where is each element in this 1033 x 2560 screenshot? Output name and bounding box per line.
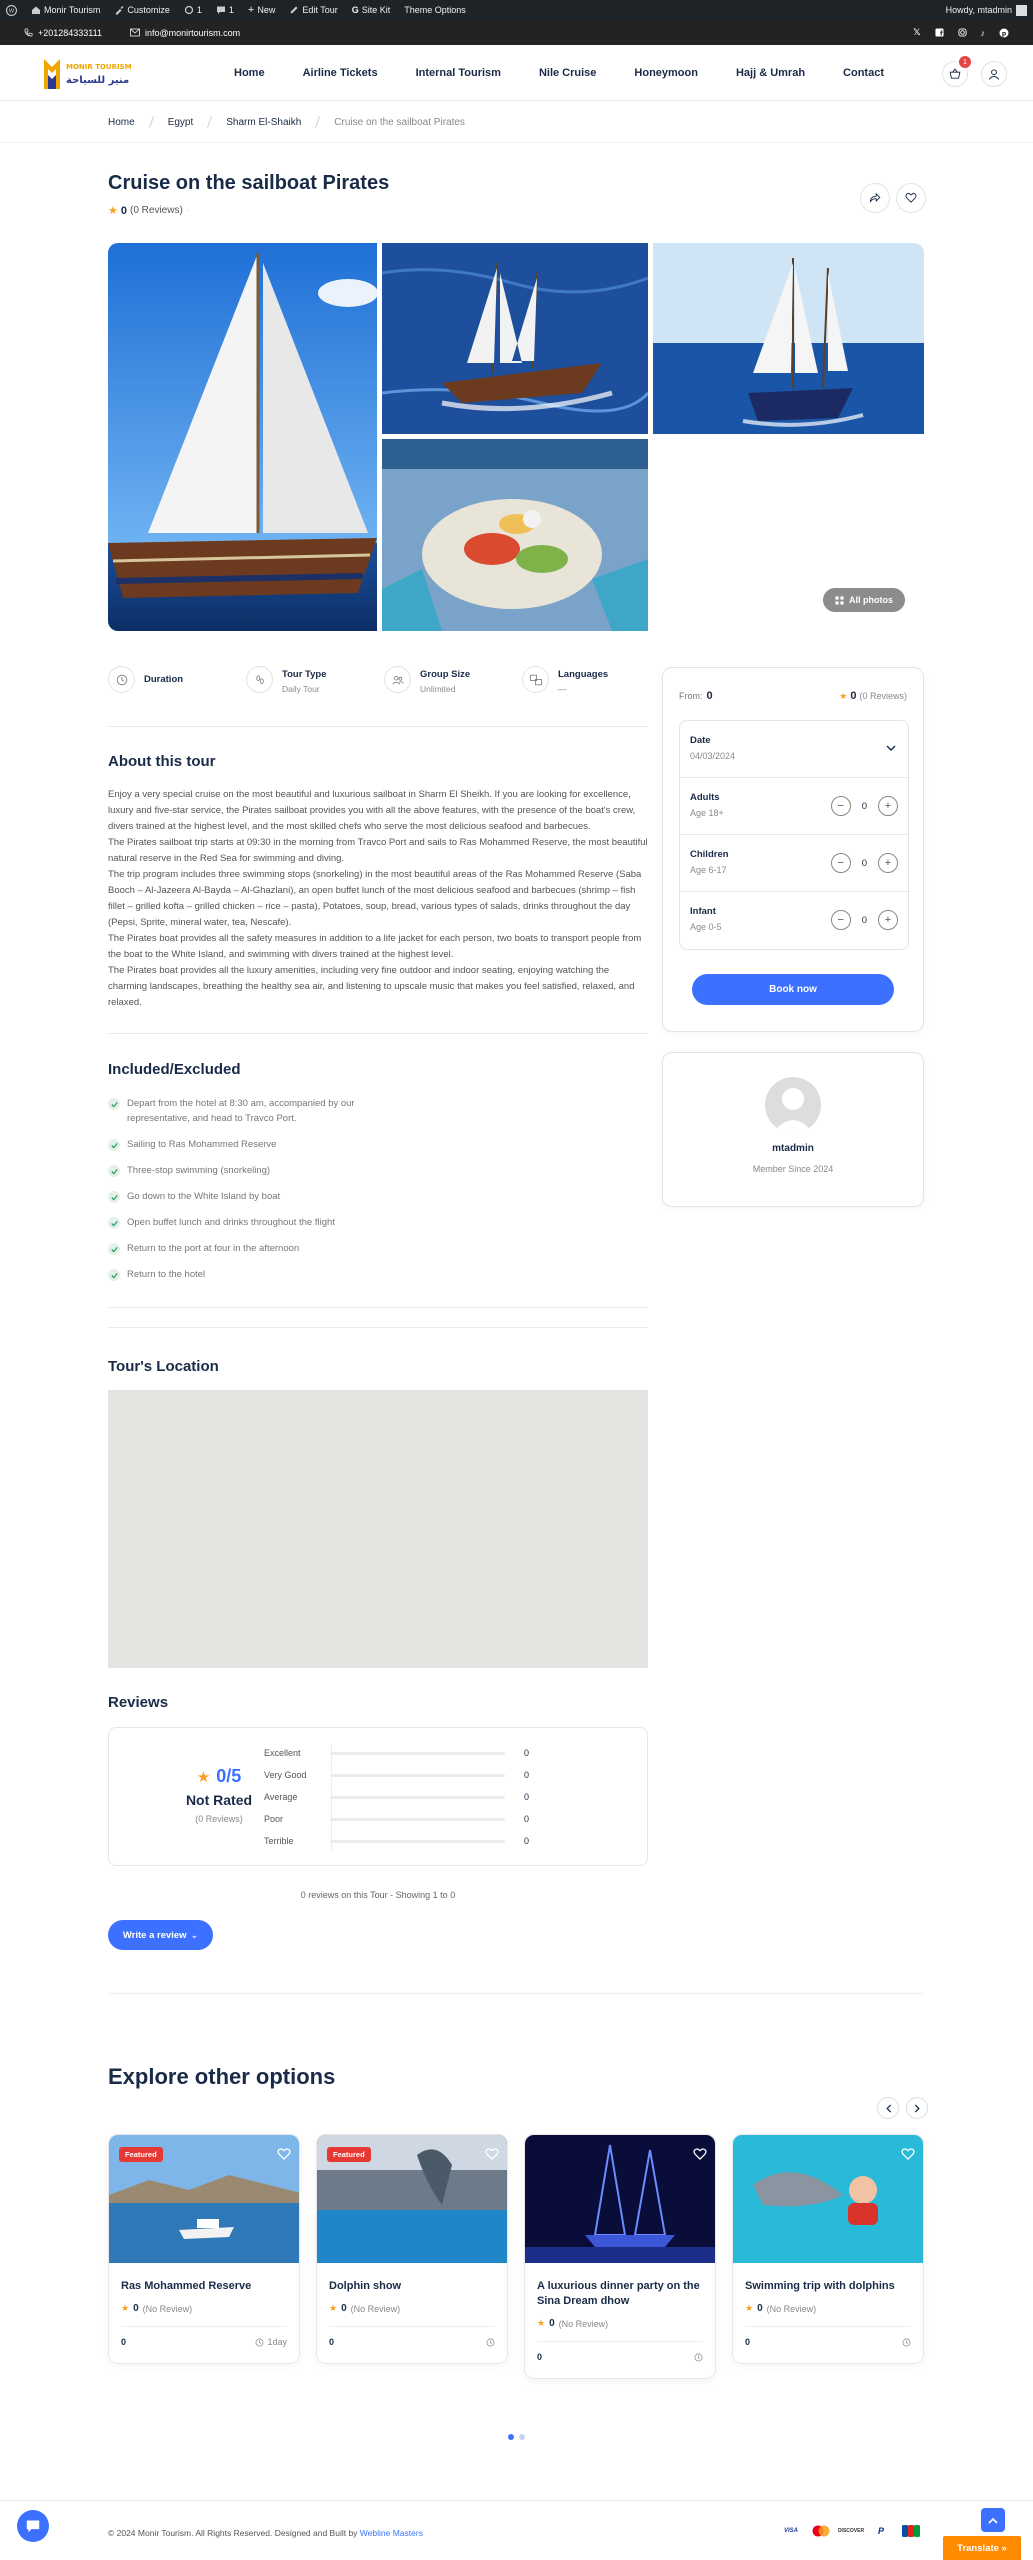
plus-icon: + [247,4,255,16]
about-paragraph: The Pirates sailboat trip starts at 09:30 in the morning from Travco Port and sails to Ras Mohammed Reserve, the most beautiful natural reserve in the Red Sea for swimming and diving. [108,837,648,864]
review-breakdown-row [264,1812,529,1826]
tour-card-image[interactable] [109,2135,300,2263]
check-icon [108,1098,120,1110]
fact-duration [108,666,183,693]
tour-card-duration-value: 1day [267,2337,287,2347]
tour-card-rating-value: 0 [133,2303,139,2314]
review-breakdown-bar [330,1818,505,1821]
footprints-icon [246,666,273,693]
logo-text-ar: منير للسياحة [66,75,130,86]
divider [108,1307,648,1308]
share-button[interactable] [860,183,890,213]
review-breakdown-label: Excellent [264,1748,301,1758]
tour-card-price: 0 [537,2352,543,2362]
plus-button[interactable]: + [878,796,898,816]
comments-count: 1 [228,5,234,15]
star-icon: ★ [121,2303,130,2313]
chevron-right-icon [914,2104,921,2113]
included-item-text: Return to the port at four in the afternoon [127,1243,300,1254]
plus-button[interactable]: + [878,853,898,873]
from-label: From: [679,691,703,701]
review-breakdown-row [264,1768,529,1782]
carousel-next-button[interactable] [906,2097,928,2119]
photo-gallery [108,243,924,631]
write-review-label: Write a review [122,1929,187,1941]
breadcrumb-bar [0,101,1033,143]
star-icon: ★ [108,205,118,217]
fact-title: Tour Type [282,669,327,680]
star-icon: ★ [196,1768,211,1786]
carousel-dot-active[interactable] [508,2434,514,2440]
guest-age: Age 6-17 [690,865,727,875]
chevron-down-icon: ⌄ [190,1929,199,1940]
carousel-dot[interactable] [519,2434,525,2440]
paypal-icon: P [877,2526,884,2536]
pinterest-icon[interactable] [999,28,1009,38]
tour-card-duration [255,2337,287,2347]
divider [108,726,648,727]
minus-button[interactable]: − [831,910,851,930]
infant-field [680,892,908,949]
date-value: 04/03/2024 [690,751,736,761]
discover-icon: DISCOVER [837,2528,865,2534]
about-paragraph: The trip program includes three swimming stops (snorkeling) in the most beautiful areas of the Ras Mohammed Reserve (Saba Booch – Al-Jazeera Al-Bayda – Al-Ghazlani), an open buffet lunch of the most delicious seafood and barbecues (shrimp – fish fillet – grilled kofta – grilled chicken – rice – pasta), Potatoes, soup, bread, various types of salads, drinks throughout the day (Pepsi, Sprite, mineral water, tea, Nescafe). [108,869,642,928]
builder-link[interactable]: Webline Masters [359,2528,423,2538]
chevron-left-icon [885,2104,892,2113]
heart-icon[interactable] [693,2147,707,2160]
heart-icon [905,192,917,204]
tour-card-duration [694,2353,703,2362]
facebook-icon[interactable] [935,28,944,37]
booking-reviews-count: (0 Reviews) [859,691,907,701]
tour-card-reviews: (No Review) [142,2303,193,2314]
nav-internal-tourism[interactable]: Internal Tourism [415,67,501,79]
instagram-icon[interactable] [958,28,967,37]
wishlist-button[interactable] [896,183,926,213]
pencil-icon [289,5,299,15]
svg-text:W: W [8,8,15,15]
visa-icon: VISA [783,2528,798,2534]
nav-airline-tickets[interactable]: Airline Tickets [302,67,378,79]
email-contact[interactable] [130,28,240,38]
user-silhouette-icon [765,1077,821,1133]
twitter-icon[interactable]: 𝕏 [913,27,921,37]
tour-card-price: 0 [745,2337,751,2347]
jcb-icon [898,2523,924,2539]
clock-icon [902,2338,911,2347]
guest-age: Age 18+ [690,808,724,818]
guest-count: 0 [861,857,867,869]
nav-nile-cruise[interactable]: Nile Cruise [538,67,597,79]
home-icon [31,5,41,15]
cart-count-badge: 1 [959,56,971,68]
edit-tour-label: Edit Tour [302,5,338,15]
tour-card-rating [109,2303,299,2314]
site-name-label: Monir Tourism [44,5,101,15]
guest-label: Adults [690,792,720,803]
main-nav [215,45,903,101]
all-photos-label: All photos [849,595,893,605]
tour-card-image[interactable] [733,2135,924,2263]
tour-card-image[interactable] [317,2135,508,2263]
included-item [108,1267,648,1282]
theme-options-label: Theme Options [404,5,466,15]
guest-count: 0 [861,914,867,926]
fact-value: Unlimited [420,684,456,694]
review-breakdown-count: 0 [523,1836,529,1846]
tour-card[interactable] [732,2134,924,2364]
review-status: Not Rated [185,1792,253,1808]
tour-card-title[interactable]: Dolphin show [329,2280,402,2292]
included-list [108,1096,648,1293]
breadcrumb-separator [149,116,154,128]
howdy-label: Howdy, mtadmin [945,5,1012,15]
included-item-text: Depart from the hotel at 8:30 am, accompanied by our representative, and head to Travco Port. [127,1098,355,1124]
check-icon [108,1139,120,1151]
review-breakdown-count: 0 [523,1814,529,1824]
admin-updates[interactable] [184,5,202,15]
review-breakdown-row [264,1790,529,1804]
admin-edit-tour[interactable] [289,5,337,15]
nav-contact[interactable]: Contact [843,67,884,79]
included-item-text: Return to the hotel [127,1269,206,1280]
cart-button[interactable] [942,58,968,87]
tour-card-reviews: (No Review) [766,2303,817,2314]
adults-field [680,778,908,835]
mastercard-icon [808,2523,834,2539]
tour-card-title[interactable]: Ras Mohammed Reserve [121,2280,252,2292]
write-review-button[interactable] [108,1920,213,1950]
review-breakdown-count: 0 [523,1770,529,1780]
included-item-text: Open buffet lunch and drinks throughout the flight [127,1217,335,1228]
tour-card-rating-value: 0 [549,2318,555,2329]
site-footer [0,2500,1033,2560]
breadcrumb-home[interactable]: Home [108,116,135,128]
children-field [680,835,908,892]
tour-card-title[interactable]: Swimming trip with dolphins [745,2280,895,2292]
customize-label: Customize [127,5,170,15]
tour-card[interactable] [316,2134,508,2364]
fact-value: Daily Tour [282,684,320,694]
included-item [108,1215,648,1230]
translate-icon [522,666,549,693]
tour-card-footer [317,2327,507,2363]
date-field[interactable] [680,721,908,778]
nav-honeymoon[interactable]: Honeymoon [634,67,698,79]
tour-card-rating-value: 0 [341,2303,347,2314]
about-heading: About this tour [108,753,216,770]
breadcrumb-current: Cruise on the sailboat Pirates [334,116,465,128]
phone-number: +201284333111 [38,27,102,38]
email-address: info@monirtourism.com [144,27,241,38]
review-breakdown-row [264,1746,529,1760]
admin-site-name[interactable] [31,5,100,15]
brush-icon [114,5,124,15]
star-icon: ★ [839,690,848,701]
divider [108,1993,924,1994]
star-icon: ★ [329,2303,338,2313]
about-text [108,787,648,1011]
heart-icon[interactable] [277,2147,291,2160]
reviews-heading: Reviews [108,1694,169,1711]
guest-label: Infant [690,906,716,917]
explore-heading: Explore other options [108,2064,336,2089]
reviews-paging-summary: 0 reviews on this Tour - Showing 1 to 0 [300,1890,456,1900]
tiktok-icon[interactable]: ♪ [980,27,985,38]
clock-icon [694,2353,703,2362]
star-icon: ★ [745,2303,754,2313]
new-label: New [257,5,276,15]
included-item [108,1096,648,1126]
booking-rating-value: 0 [850,690,857,702]
tour-card-duration [486,2338,495,2347]
share-icon [869,192,881,204]
date-label: Date [690,735,711,746]
dot-separator: · [185,205,190,216]
social-links [913,27,1009,38]
minus-button[interactable]: − [831,796,851,816]
gallery-photo-buffet[interactable] [382,439,648,631]
book-now-button[interactable]: Book now [692,974,894,1005]
reviews-count[interactable]: (0 Reviews) [130,205,183,216]
wp-admin-bar [0,0,1033,20]
updates-icon [184,5,194,15]
tour-card-duration [902,2338,911,2347]
heart-icon[interactable] [901,2147,915,2160]
quantity-stepper [831,910,898,930]
check-icon [108,1269,120,1281]
quantity-stepper [831,796,898,816]
divider [108,1033,648,1034]
check-icon [108,1217,120,1229]
included-heading: Included/Excluded [108,1061,241,1078]
review-breakdown-bar [330,1796,505,1799]
admin-theme-options[interactable] [404,5,466,15]
translate-button[interactable]: Translate » [943,2536,1021,2560]
tour-card-footer [733,2327,923,2363]
copyright [108,2528,423,2538]
included-item-text: Three-stop swimming (snorkeling) [127,1165,271,1176]
featured-badge: Featured [119,2147,163,2162]
nav-home[interactable]: Home [234,67,265,79]
clock-icon [486,2338,495,2347]
phone-icon [24,28,33,37]
location-heading: Tour's Location [108,1358,219,1375]
mail-icon [130,28,140,37]
tour-card[interactable] [108,2134,300,2364]
included-item [108,1137,648,1152]
chat-button[interactable] [17,2510,49,2542]
admin-site-kit[interactable] [352,5,391,15]
fact-title: Languages [558,669,609,680]
included-item [108,1189,648,1204]
tour-card-rating [733,2303,923,2314]
group-icon [384,666,411,693]
rating-value: 0 [120,204,127,217]
breadcrumb-sharm[interactable]: Sharm El-Shaikh [226,116,302,128]
from-price: 0 [706,690,713,702]
review-breakdown-label: Poor [264,1814,284,1824]
tour-card-title[interactable]: A luxurious dinner party on the Sina Dream dhow [537,2280,700,2307]
star-icon: ★ [537,2318,546,2328]
included-item [108,1163,648,1178]
avatar [1016,5,1027,16]
tour-card[interactable] [524,2134,716,2379]
minus-button[interactable]: − [831,853,851,873]
booking-rating [839,690,907,702]
clock-icon [108,666,135,693]
about-paragraph: The Pirates boat provides all the luxury amenities, including very fine outdoor and indoor seating, enjoying watching the charming landscapes, breathing the healthy sea air, and listening to upscale music that makes you feel satisfied, relaxed, and relaxed. [108,965,635,1008]
check-icon [108,1191,120,1203]
guest-age: Age 0-5 [690,922,722,932]
review-breakdown-label: Terrible [264,1836,294,1846]
author-avatar[interactable] [765,1077,821,1133]
breadcrumb [108,101,465,143]
fact-languages [522,666,608,694]
included-item [108,1241,648,1256]
site-header [0,45,1033,101]
review-breakdown-label: Average [264,1792,298,1802]
copyright-text: © 2024 Monir Tourism. All Rights Reserved. Designed and Built by [108,2528,360,2538]
page-title: Cruise on the sailboat Pirates [108,172,390,194]
updates-count: 1 [196,5,202,15]
back-to-top-button[interactable] [981,2508,1005,2532]
clock-icon [255,2338,264,2347]
included-item-text: Go down to the White Island by boat [127,1191,281,1202]
fact-value: — [558,684,567,694]
review-count: (0 Reviews) [195,1814,243,1824]
breadcrumb-separator [315,116,320,128]
tour-card-price: 0 [121,2337,127,2347]
check-icon [108,1165,120,1177]
user-icon [988,68,1000,80]
chevron-down-icon [886,745,896,752]
admin-new[interactable] [248,4,275,16]
wordpress-logo[interactable] [6,5,17,16]
review-breakdown-bar [330,1840,505,1843]
about-paragraph: The Pirates boat provides all the safety measures in addition to a life jacket for each person, two boats to transport people from the boat to the White Island, and swimming with divers trained at the highest level. [108,933,642,960]
review-breakdown-count: 0 [523,1792,529,1802]
included-item-text: Sailing to Ras Mohammed Reserve [127,1139,277,1150]
comment-icon [216,5,226,15]
tour-card-image[interactable] [525,2135,716,2263]
price-from [679,690,713,702]
tour-card-footer [525,2342,715,2378]
tour-card-rating-value: 0 [757,2303,763,2314]
tour-card-footer [109,2327,299,2363]
breadcrumb-separator [207,116,212,128]
google-g-icon: G [351,5,359,15]
topbar [0,20,1033,45]
account-button[interactable] [981,61,1007,87]
divider [108,1327,648,1328]
tour-card-reviews: (No Review) [558,2318,609,2329]
fact-tour-type [246,666,327,694]
guest-count: 0 [861,800,867,812]
admin-comments[interactable] [216,5,234,15]
chevron-up-icon [988,2517,998,2524]
fact-title: Duration [144,674,184,685]
svg-text:f: f [939,30,943,37]
plus-button[interactable]: + [878,910,898,930]
tour-card-rating [525,2318,715,2329]
review-breakdown-count: 0 [523,1748,529,1758]
review-breakdown-label: Very Good [264,1770,307,1780]
admin-customize[interactable] [114,5,170,15]
heart-icon[interactable] [485,2147,499,2160]
all-photos-button[interactable] [823,588,905,612]
booking-fields [679,720,909,950]
fact-title: Group Size [420,669,471,680]
location-map[interactable] [108,1390,648,1668]
phone-contact[interactable] [24,28,102,38]
fact-group-size [384,666,470,694]
guest-label: Children [690,849,729,860]
quantity-stepper [831,853,898,873]
site-kit-label: Site Kit [361,5,391,15]
about-paragraph: Enjoy a very special cruise on the most beautiful and luxurious sailboat in Sharm El Sheikh. If you are looking for excellence, luxury and five-star service, the Pirates sailboat provides you with all the above features, with the presence of the boat's crew, divers trained at the highest level, and the most skilled chefs who serve the most delicious seafood and barbecues. [108,789,636,832]
admin-account[interactable] [946,5,1027,16]
wordpress-icon [6,5,17,16]
review-breakdown-row [264,1834,529,1848]
featured-badge: Featured [327,2147,371,2162]
author-card [662,1052,924,1207]
tour-rating [108,204,189,217]
review-breakdown-bar [330,1752,505,1755]
site-logo[interactable] [42,53,142,93]
check-icon [108,1243,120,1255]
breadcrumb-egypt[interactable]: Egypt [167,116,194,128]
gallery-photo-sailboat-sails[interactable] [108,243,377,631]
author-name[interactable]: mtadmin [772,1143,814,1154]
review-breakdown-bar [330,1774,505,1777]
tour-card-reviews: (No Review) [350,2303,401,2314]
basket-icon [949,68,961,80]
tour-card-rating [317,2303,507,2314]
carousel-prev-button[interactable] [877,2097,899,2119]
gallery-photo-sailboat-front[interactable] [653,243,924,434]
author-member-since: Member Since 2024 [752,1164,834,1174]
nav-hajj-umrah[interactable]: Hajj & Umrah [735,67,806,79]
tour-card-price: 0 [329,2337,335,2347]
review-score: 0/5 [216,1766,242,1786]
svg-text:p: p [1001,30,1007,37]
grid-icon [835,596,844,605]
chat-bubble-icon [25,2519,41,2533]
logo-text-en: MONIR TOURISM [66,63,132,71]
gallery-photo-sailboat-sea[interactable] [382,243,648,434]
